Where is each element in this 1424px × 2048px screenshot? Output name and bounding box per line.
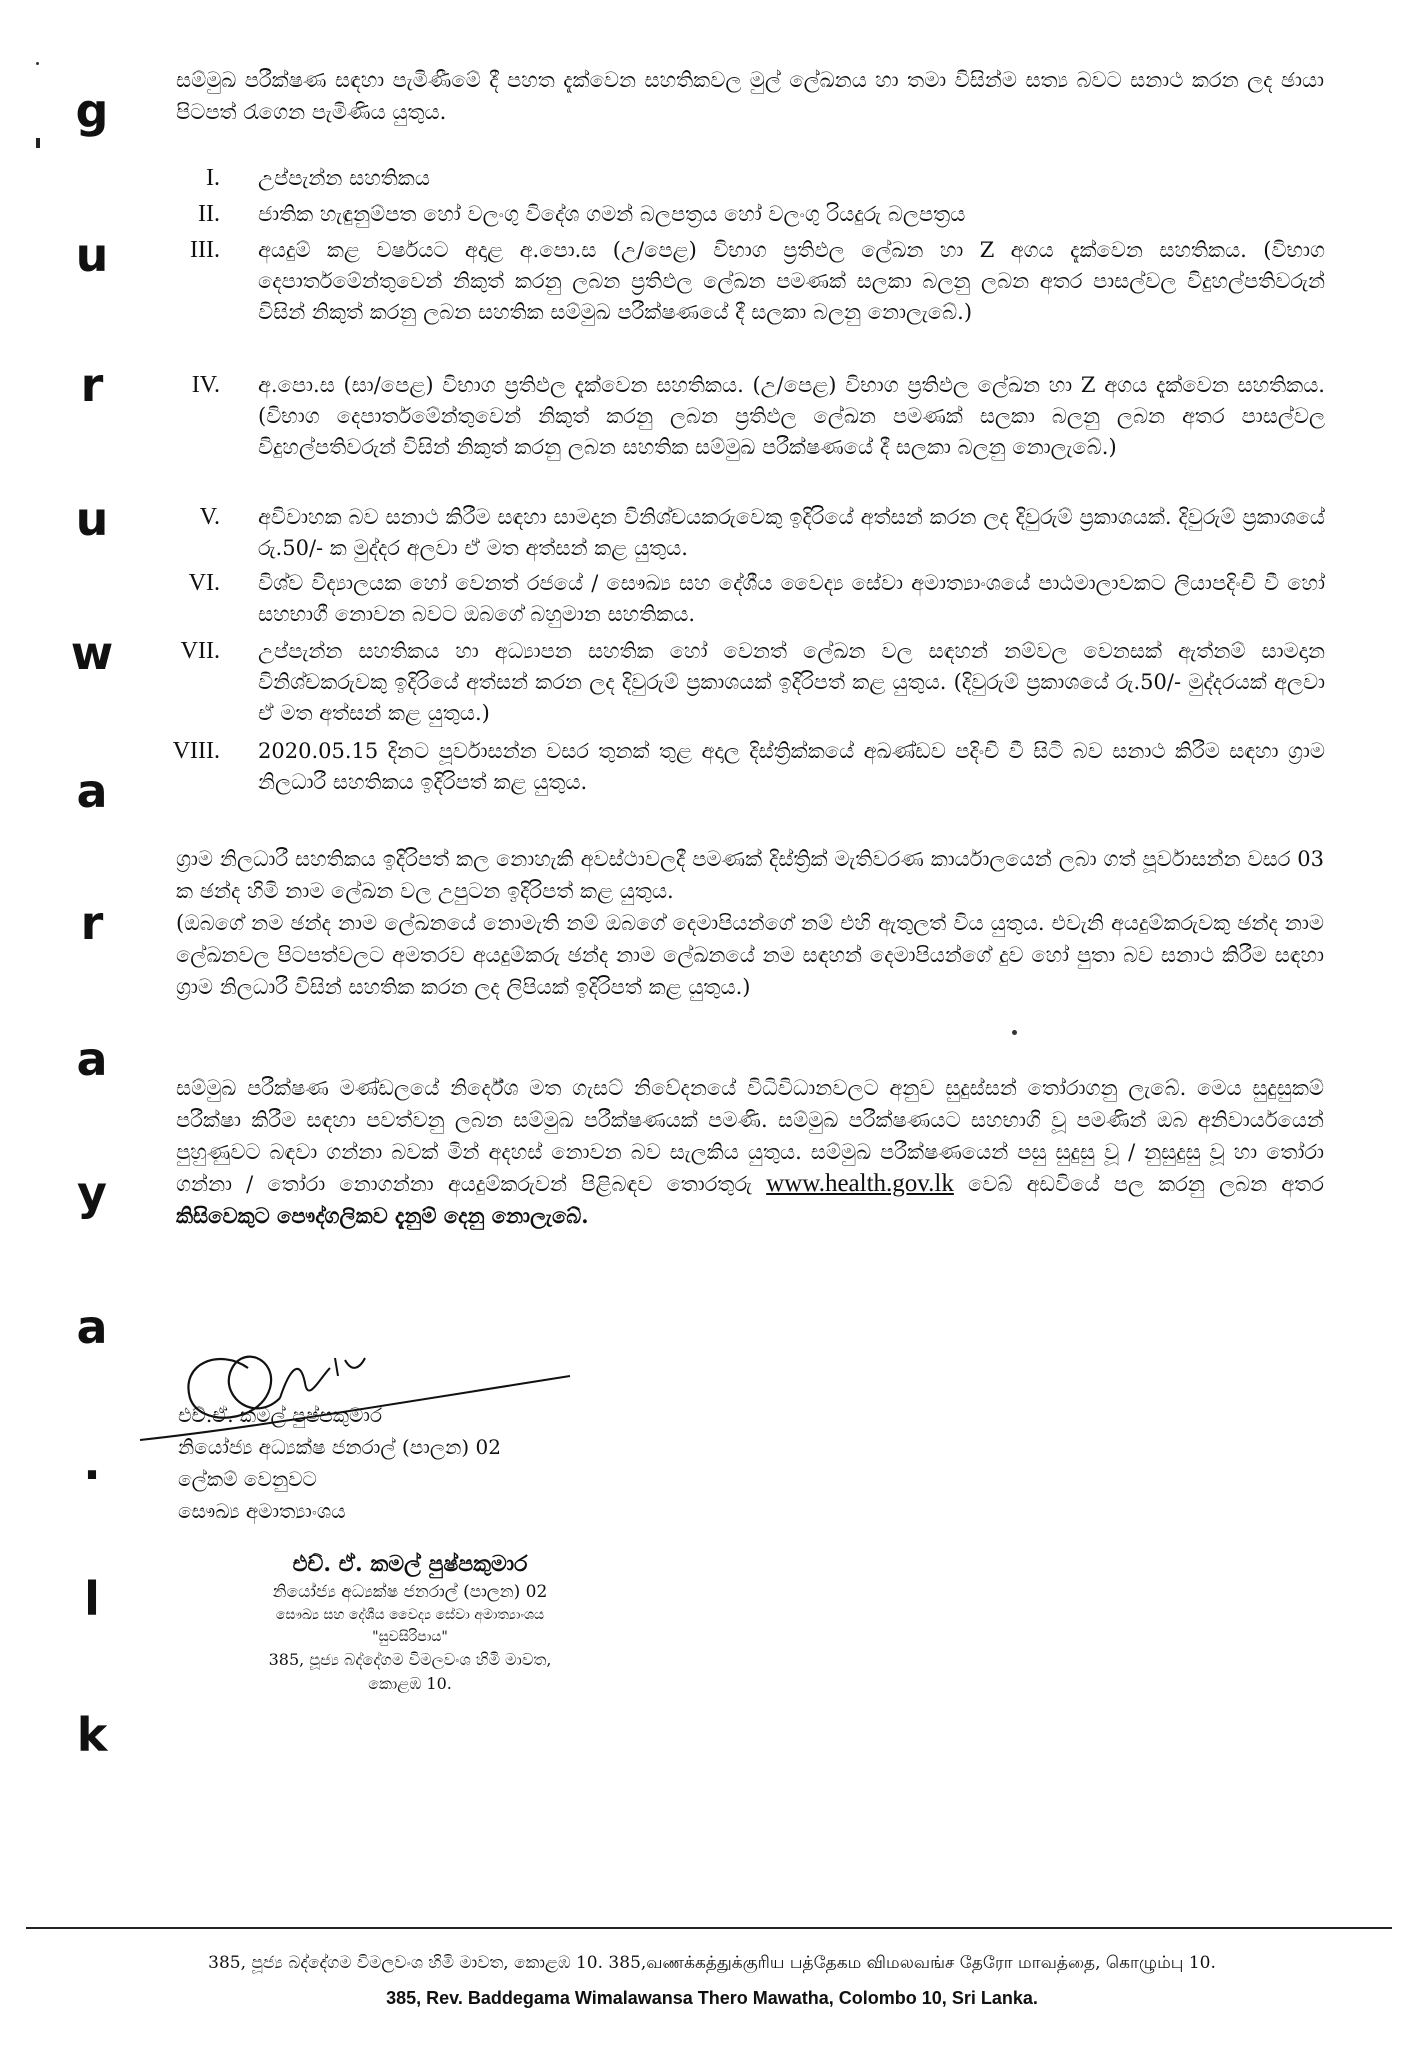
list-item-text: ජාතික හැඳුනුම්පත හෝ වලංගු විදේශ ගමන් බලපත්‍රය හෝ වලංගු රියදුරු බලපත්‍රය bbox=[258, 202, 966, 226]
watermark-letter: u bbox=[75, 492, 109, 546]
stamp-ministry: සෞඛ්‍ය සහ දේශීය වෛද්‍ය සේවා අමාත්‍යාංශය bbox=[275, 1607, 545, 1623]
signatory-ministry: සෞඛ්‍ය අමාත්‍යාංශය bbox=[178, 1499, 346, 1523]
list-item-number: I. bbox=[206, 165, 220, 191]
watermark-letter: . bbox=[83, 1436, 101, 1490]
footer-address-english: 385, Rev. Baddegama Wimalawansa Thero Mawatha, Colombo 10, Sri Lanka. bbox=[386, 1988, 1038, 2008]
grama-niladhari-text: ග්‍රාම නිලධාරී සහතිකය ඉදිරිපත් කල නොහැකි අවස්ථාවලදී පමණක් දිස්ත්‍රික් මැතිවරණ කාර්යාලයෙන් ලබා ගත් පූර්වාසන්න වසර 03 ක ඡන්ද හිමි නාම ලේඛන වල උපුටන ඉදිරිපත් කළ යුතුය. bbox=[176, 847, 1324, 903]
watermark-letter: w bbox=[70, 626, 114, 680]
list-item-number: V. bbox=[199, 504, 220, 530]
list-item-text: උප්පැන්න සහතිකය bbox=[258, 166, 430, 190]
list-item-number: II. bbox=[198, 201, 220, 227]
list-item-number: IV. bbox=[191, 372, 220, 398]
signatory-name: එච්.ඒ. කමල් පුෂ්පකුමාර bbox=[178, 1403, 383, 1427]
scan-dot bbox=[36, 62, 39, 65]
stamp-building: "සුවසිරිපාය" bbox=[372, 1629, 448, 1645]
watermark-letter: u bbox=[75, 228, 109, 282]
grama-niladhari-paragraph bbox=[176, 843, 1324, 1003]
interview-board-paragraph bbox=[176, 1072, 1324, 1232]
footer-address-sinhala-tamil: 385, පූජ්‍ය බද්දේගම විමලවංශ හිමි මාවත, කොළඹ 10. 385,வணக்கத்துக்குரிய பத்தேகம விமலவங்ச தேரோ மாவத்தை, கொழும்பு 10. bbox=[208, 1953, 1216, 1973]
list-item-text: අයදුම් කළ වර්ෂයට අදාළ අ.පො.ස (උ/පෙළ) විභාග ප්‍රතිඵල ලේඛන හා Z අගය දැක්වෙන සහතිකය. (විභාග දෙපාර්තමේන්තුවෙන් නිකුත් කරනු ලබන ප්‍රතිඵල ලේඛන පමණක් සලකා බලනු ලබන අතර පාසල්වල විදුහල්පතිවරුන් විසින් නිකුත් කරනු ලබන සහතික සම්මුඛ පරීක්ෂණයේ දී සලකා බලනු නොලැබේ.) bbox=[258, 238, 1325, 324]
watermark-letter: a bbox=[76, 1032, 108, 1086]
list-item-number: III. bbox=[190, 237, 220, 263]
watermark-letter: g bbox=[75, 84, 109, 138]
list-item-number: VI. bbox=[188, 570, 220, 596]
list-item-number: VIII. bbox=[172, 738, 220, 764]
watermark-letter: a bbox=[76, 1300, 108, 1354]
intro-paragraph: සම්මුඛ පරීක්ෂණ සඳහා පැමිණීමේ දී පහත දැක්වෙන සහතිකවල මුල් ලේඛනය හා තමා විසින්ම සත්‍ය බවට සනාථ කරන ලද ඡායා පිටපත් රැගෙන පැමිණිය යුතුය. bbox=[176, 68, 1324, 124]
list-item-number: VII. bbox=[180, 638, 220, 664]
signatory-title: නියෝජ්‍ය අධ්‍යක්ෂ ජනරාල් (පාලන) 02 bbox=[178, 1435, 501, 1459]
watermark-letter: k bbox=[76, 1708, 108, 1762]
list-item-text: අ.පො.ස (සා/පෙළ) විභාග ප්‍රතිඵල දැක්වෙන සහතිකය. (උ/පෙළ) විභාග ප්‍රතිඵල ලේඛන හා Z අගය දැක්වෙන සහතිකය. (විභාග දෙපාර්තමේන්තුවෙන් නිකුත් කරනු ලබන ප්‍රතිඵල ලේඛන පමණක් සලකා බලනු ලබන අතර පාසල්වල විදුහල්පතිවරුන් විසින් නිකුත් කරනු ලබන සහතික සම්මුඛ පරීක්ෂණයේ දී සලකා බලනු නොලැබේ.) bbox=[258, 373, 1325, 459]
list-item-text: විශ්ව විද්‍යාලයක හෝ වෙනත් රජයේ / සෞඛ්‍ය සහ දේශීය වෛද්‍ය සේවා අමාත්‍යාංශයේ පාඨමාලාවකට ලියාපදිංචි වී හෝ සහභාගී නොවන බවට ඔබගේ බහුමාන සහතිකය. bbox=[258, 571, 1325, 626]
stamp-address: 385, පූජ්‍ය බද්දේගම විමලවංශ හිමි මාවත, bbox=[268, 1650, 552, 1669]
list-item-text: 2020.05.15 දිනට පූර්වාසන්න වසර තුනක් තුළ අදාල දිස්ත්‍රික්කයේ අඛණ්ඩව පදිංචි වී සිටි බව සනාථ කිරීම සඳහා ග්‍රාම නිලධාරී සහතිකය ඉදිරිපත් කළ යුතුය. bbox=[258, 739, 1325, 794]
stamp-title: නියෝජ්‍ය අධ්‍යක්ෂ ජනරාල් (පාලන) 02 bbox=[272, 1582, 548, 1602]
watermark-letter: a bbox=[76, 764, 108, 818]
stamp-name: එච්. ඒ. කමල් පුෂ්පකුමාර bbox=[292, 1551, 528, 1577]
watermark-letter: y bbox=[77, 1166, 107, 1220]
scan-dot bbox=[1012, 1030, 1017, 1035]
health-website-link[interactable]: www.health.gov.lk bbox=[766, 1170, 954, 1197]
official-stamp bbox=[200, 1548, 620, 1696]
footer-divider bbox=[26, 1927, 1392, 1929]
handwritten-signature bbox=[130, 1328, 590, 1448]
signatory-on-behalf: ලේකම් වෙනුවට bbox=[178, 1467, 317, 1491]
scan-mark bbox=[36, 138, 40, 148]
interview-board-bold-text: කිසිවෙකුට පෞද්ගලිකව දැනුම් දෙනු නොලැබේ. bbox=[176, 1203, 589, 1228]
interview-board-text: සම්මුඛ පරීක්ෂණ මණ්ඩලයේ නිර්දේශ මත ගැසට් නිවේදනයේ විධිවිධානවලට අනුව සුදුස්සන් තෝරාගනු ලැබේ. මෙය සුදුසුකම් පරීක්ෂා කිරීම සඳහා පවත්වනු ලබන සම්මුඛ පරීක්ෂණයක් පමණි. සම්මුඛ පරීක්ෂණයට සහභාගි වූ පමණින් ඔබ අනිවාර්යයෙන් පුහුණුවට බඳවා ගන්නා බවක් මින් අදහස් නොවන බව සැලකිය යුතුය. සම්මුඛ පරීක්ෂණයෙන් පසු සුදුසු වූ / නුසුදුසු වූ හා තෝරා ගන්නා / තෝරා නොගන්නා අයදුම්කරුවන් පිළිබඳව තොරතුරු bbox=[176, 1076, 1324, 1196]
list-item-text: උප්පැන්න සහතිකය හා අධ්‍යාපන සහතික හෝ වෙනත් ලේඛන වල සඳහන් නම්වල වෙනසක් ඇත්නම් සාමදාන විනිශ්චකරුවකු ඉදිරියේ අත්සන් කරන ලද දිවුරුම් ප්‍රකාශයක් ඉදිරිපත් කළ යුතුය. (දිවුරුම් ප්‍රකාශයේ රු.50/- මුද්දරයක් අලවා ඒ මත අත්සන් කළ යුතුය.) bbox=[258, 639, 1325, 725]
watermark-letter: r bbox=[80, 896, 104, 950]
watermark-letter: r bbox=[80, 358, 104, 412]
grama-niladhari-note: (ඔබගේ නම ඡන්ද නාම ලේඛනයේ නොමැති නම් ඔබගේ දෙමාපියන්ගේ නම් එහි ඇතුලත් විය යුතුය. එවැනි අයදුම්කරුවකු ඡන්ද නාම ලේඛනවල පිටපත්වලට අමතරව අයදුම්කරු ඡන්ද නාම ලේඛනයේ නම සඳහන් දෙමාපියන්ගේ දුව හෝ පුතා බව සනාථ කිරීම සඳහා ග්‍රාම නිලධාරී විසින් සහතික කරන ලද ලිපියක් ඉදිරිපත් කළ යුතුය.) bbox=[176, 911, 1324, 999]
stamp-city: කොළඹ 10. bbox=[368, 1674, 452, 1693]
list-item-text: අවිවාහක බව සනාථ කිරීම සඳහා සාමදාන විනිශ්චයකරුවෙකු ඉදිරියේ අත්සන් කරන ලද දිවුරුම් ප්‍රකාශයක්. දිවුරුම් ප්‍රකාශයේ රු.50/- ක මුද්දර අලවා ඒ මත අත්සන් කළ යුතුය. bbox=[258, 505, 1325, 560]
interview-board-text-continued: වෙබ් අඩවියේ පල කරනු ලබන අතර bbox=[968, 1172, 1324, 1196]
watermark-letter: l bbox=[84, 1572, 100, 1626]
